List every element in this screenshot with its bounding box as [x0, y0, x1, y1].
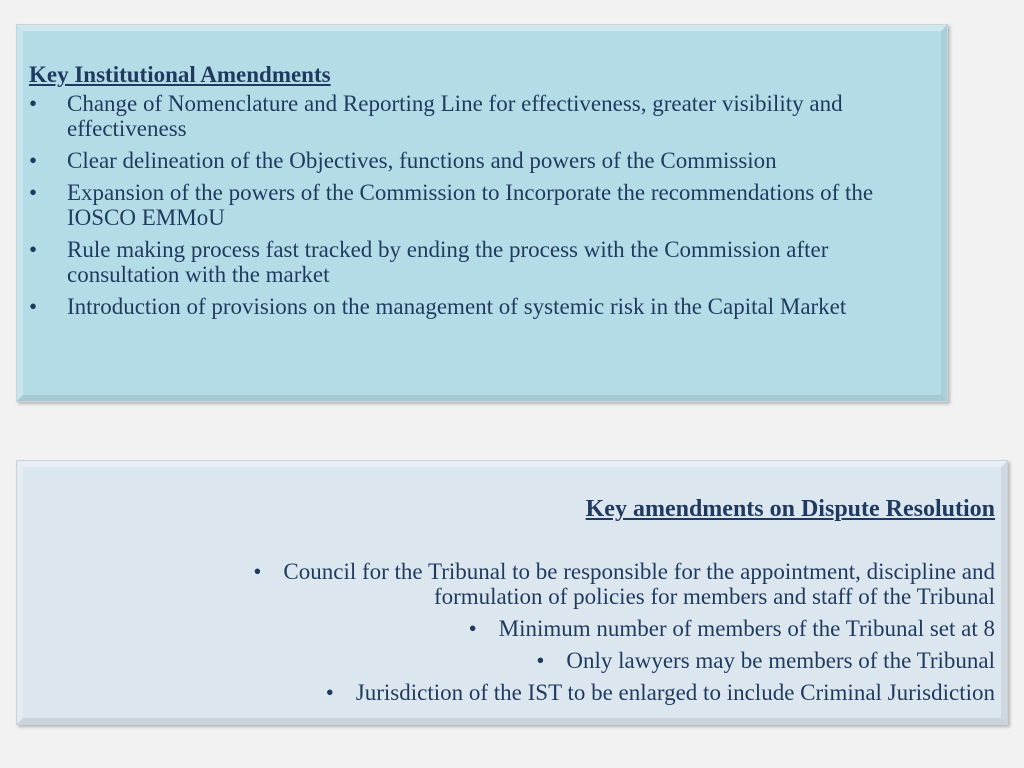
list-item-text: Clear delineation of the Objectives, functions and powers of the Commission	[67, 148, 777, 173]
list-item-text: Introduction of provisions on the management of systemic risk in the Capital Market	[67, 294, 847, 319]
institutional-list	[29, 91, 933, 319]
list-item-text: Minimum number of members of the Tribunal set at 8	[498, 616, 995, 641]
list-item	[29, 180, 933, 230]
institutional-amendments-box	[16, 24, 948, 402]
bullet-icon: •	[536, 648, 545, 673]
list-item	[29, 294, 933, 319]
bullet-icon: •	[29, 237, 38, 262]
list-item	[29, 616, 995, 641]
bullet-icon: •	[468, 616, 477, 641]
list-item	[29, 91, 933, 141]
list-item-text: Change of Nomenclature and Reporting Line for effectiveness, greater visibility and effectiveness	[67, 91, 843, 141]
list-item-text: Jurisdiction of the IST to be enlarged to include Criminal Jurisdiction	[355, 680, 995, 705]
list-item	[29, 237, 933, 287]
list-item-text: Rule making process fast tracked by ending the process with the Commission after consultation with the market	[67, 237, 829, 287]
list-item-text: Expansion of the powers of the Commission to Incorporate the recommendations of the IOSCO EMMoU	[67, 180, 885, 230]
bullet-icon: •	[29, 91, 38, 116]
bullet-icon: •	[29, 294, 38, 319]
bullet-icon: •	[253, 559, 262, 584]
bullet-icon: •	[29, 180, 38, 205]
institutional-heading: Key Institutional Amendments	[29, 62, 331, 87]
list-item	[29, 148, 933, 173]
dispute-heading: Key amendments on Dispute Resolution	[585, 496, 995, 522]
list-item	[29, 559, 995, 609]
list-item-text-continued: formulation of policies for members and staff of the Tribunal	[433, 584, 995, 609]
bullet-icon: •	[29, 148, 38, 173]
list-item	[29, 648, 995, 673]
list-item-text: Council for the Tribunal to be responsible for the appointment, discipline and	[283, 559, 995, 584]
bullet-icon: •	[325, 680, 334, 705]
dispute-resolution-box	[16, 460, 1008, 725]
dispute-list	[29, 559, 995, 705]
list-item	[29, 680, 995, 705]
list-item-text: Only lawyers may be members of the Tribunal	[566, 648, 995, 673]
